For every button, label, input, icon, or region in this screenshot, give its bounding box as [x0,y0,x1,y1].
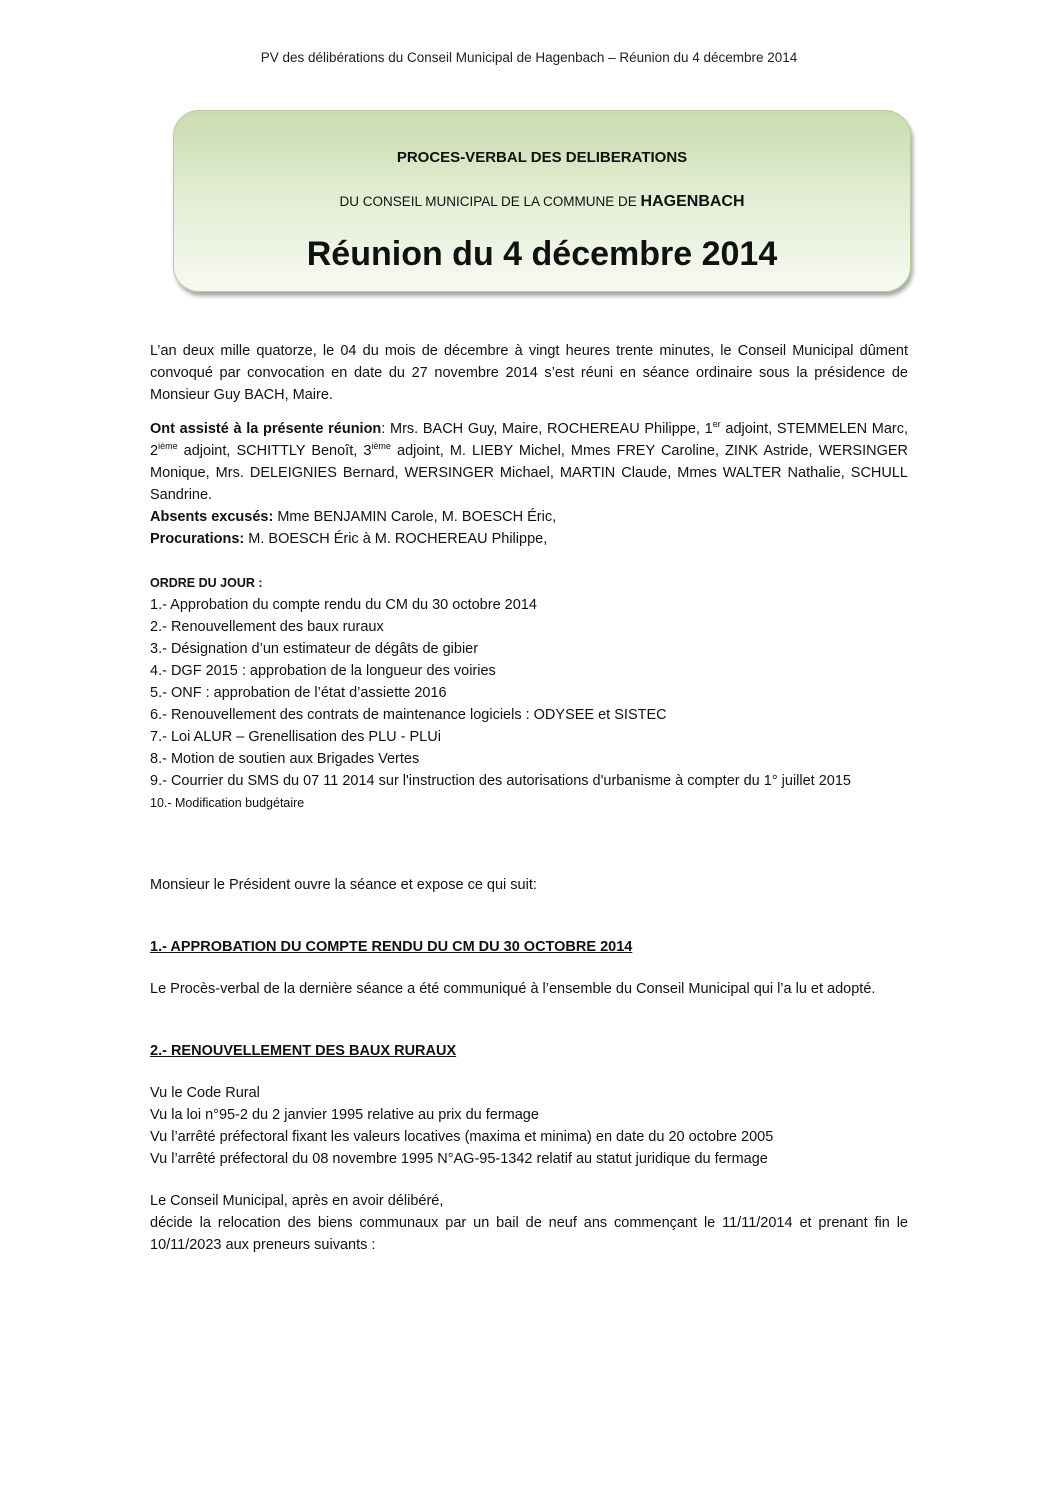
opening-statement: Monsieur le Président ouvre la séance et expose ce qui suit: [150,877,537,893]
legal-reference: Vu l’arrêté préfectoral du 08 novembre 1995 N°AG-95-1342 relatif au statut juridique du fermage [150,1151,768,1167]
legal-reference: Vu l’arrêté préfectoral fixant les valeurs locatives (maxima et minima) en date du 20 octobre 2005 [150,1129,774,1145]
section-1-title: 1.- APPROBATION DU COMPTE RENDU DU CM DU 30 OCTOBRE 2014 [150,939,633,955]
procurations-label: Procurations: [150,531,245,547]
subtitle-prefix: DU CONSEIL MUNICIPAL DE LA COMMUNE DE [339,194,637,209]
procurations-text: M. BOESCH Éric à M. ROCHEREAU Philippe, [244,531,548,547]
agenda-item: 1.- Approbation du compte rendu du CM du 30 octobre 2014 [150,597,537,613]
attendance-text: adjoint, M. LIEBY Michel, Mmes FREY Caroline, ZINK Astride, WERSINGER Monique, Mrs. DELEIGNIES Bernard, WERSINGER Michael, MARTIN Claude, Mmes WALTER Nathalie, SCHULL Sandrine. [150,443,909,503]
ordinal-superscript: ième [371,441,391,452]
agenda-item: 3.- Désignation d’un estimateur de dégâts de gibier [150,641,479,657]
procurations-line [150,528,908,550]
agenda-item: 9.- Courrier du SMS du 07 11 2014 sur l'instruction des autorisations d'urbanisme à compter du 1° juillet 2015 [150,773,851,789]
attendance-paragraph [150,418,908,506]
running-header: PV des délibérations du Conseil Municipal de Hagenbach – Réunion du 4 décembre 2014 [260,50,798,65]
legal-reference: Vu la loi n°95-2 du 2 janvier 1995 relative au prix du fermage [150,1107,539,1123]
title-box [173,110,911,292]
section-2-title: 2.- RENOUVELLEMENT DES BAUX RURAUX [150,1043,457,1059]
agenda-item: 2.- Renouvellement des baux ruraux [150,619,384,635]
agenda-item: 6.- Renouvellement des contrats de maintenance logiciels : ODYSEE et SISTEC [150,707,667,723]
commune-name: HAGENBACH [640,193,745,210]
agenda-item: 8.- Motion de soutien aux Brigades Vertes [150,751,420,767]
decision-intro: Le Conseil Municipal, après en avoir délibéré, [150,1193,444,1209]
agenda-item: 7.- Loi ALUR – Grenellisation des PLU - PLUi [150,729,441,745]
attendance-text: : Mrs. BACH Guy, Maire, ROCHEREAU Philippe, 1 [381,421,713,437]
agenda-item: 5.- ONF : approbation de l’état d’assiette 2016 [150,685,447,701]
document-body [150,340,908,1256]
absents-text: Mme BENJAMIN Carole, M. BOESCH Éric, [273,509,557,525]
document-subtitle [174,193,910,211]
intro-paragraph: L’an deux mille quatorze, le 04 du mois de décembre à vingt heures trente minutes, le Conseil Municipal dûment convoqué par convocation en date du 27 novembre 2014 s’est réuni en séance ordinaire sous la présidence de Monsieur Guy BACH, Maire. [150,343,908,403]
absents-line [150,506,908,528]
agenda-item: 4.- DGF 2015 : approbation de la longueur des voiries [150,663,496,679]
attendance-label: Ont assisté à la présente réunion [150,421,382,437]
ordinal-superscript: er [712,419,721,430]
agenda-item: 10.- Modification budgétaire [150,796,305,810]
legal-references [150,1082,908,1170]
ordinal-superscript: ième [158,441,178,452]
absents-label: Absents excusés: [150,509,274,525]
attendance-text: adjoint, STEMMELEN Marc, 2 [150,421,908,459]
attendance-text: adjoint, SCHITTLY Benoît, 3 [177,443,372,459]
legal-reference: Vu le Code Rural [150,1085,260,1101]
meeting-title: Réunion du 4 décembre 2014 [306,235,778,273]
agenda-title: ORDRE DU JOUR : [150,576,263,590]
section-1-text: Le Procès-verbal de la dernière séance a été communiqué à l’ensemble du Conseil Municipal qui l’a lu et adopté. [150,981,876,997]
document-title: PROCES-VERBAL DES DELIBERATIONS [396,149,688,166]
decision-text: décide la relocation des biens communaux par un bail de neuf ans commençant le 11/11/2014 et prenant fin le 10/11/2023 aux preneurs suivants : [150,1215,908,1253]
agenda-list [150,594,908,814]
